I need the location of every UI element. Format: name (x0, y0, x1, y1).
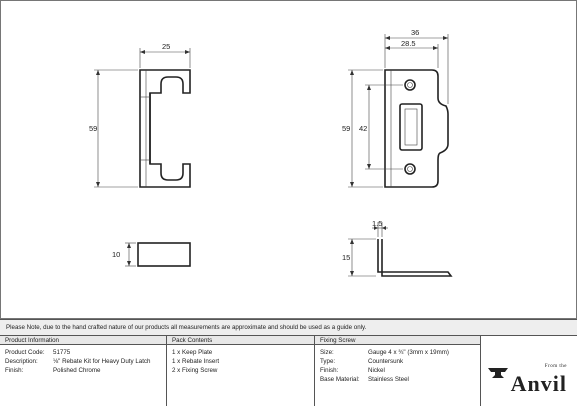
dim-profile-thickness: 1.5 (372, 219, 383, 228)
pack-item: 2 x Fixing Screw (172, 367, 218, 374)
brand-tagline: From the (544, 364, 567, 369)
pack-contents (167, 336, 314, 406)
description-row: Description: ⅛" Rebate Kit for Heavy Duty Latch (5, 358, 151, 365)
pack-item: 1 x Rebate Insert (172, 358, 220, 365)
dim-side-width: 25 (162, 42, 171, 51)
insert-view (112, 243, 190, 266)
pack-contents-heading: Pack Contents (167, 336, 314, 345)
product-information (0, 336, 166, 406)
finish-row: Finish: Polished Chrome (5, 367, 101, 374)
base-material-row: Base Material: Stainless Steel (320, 376, 409, 383)
info-table (0, 319, 577, 406)
size-row: Size: Gauge 4 x ¾" (3mm x 19mm) (320, 349, 449, 356)
fixing-screw-heading: Fixing Screw (315, 336, 480, 345)
dim-insert-height: 10 (112, 250, 121, 259)
product-information-heading: Product Information (0, 336, 166, 345)
fixing-screw (315, 336, 480, 406)
side-view (89, 42, 190, 187)
brand-name: Anvil (510, 371, 567, 396)
front-view (342, 28, 448, 187)
profile-view (342, 219, 451, 276)
disclaimer-note: Please Note, due to the hand crafted nature of our products all measurements are approximate and should be used as a guide only. (0, 319, 577, 336)
product-code-row: Product Code: 51775 (5, 349, 71, 356)
screw-finish-row: Finish: Nickel (320, 367, 385, 374)
dim-front-plate-width: 28.5 (401, 39, 416, 48)
dim-side-height: 59 (89, 124, 98, 133)
dim-profile-height: 15 (342, 253, 351, 262)
dim-front-height: 59 (342, 124, 351, 133)
column-divider (480, 336, 481, 406)
dim-front-inner-height: 42 (359, 124, 368, 133)
anvil-icon (487, 366, 509, 380)
brand-logo (485, 362, 571, 396)
type-row: Type: Countersunk (320, 358, 404, 365)
dim-front-total-width: 36 (411, 28, 420, 37)
pack-item: 1 x Keep Plate (172, 349, 213, 356)
